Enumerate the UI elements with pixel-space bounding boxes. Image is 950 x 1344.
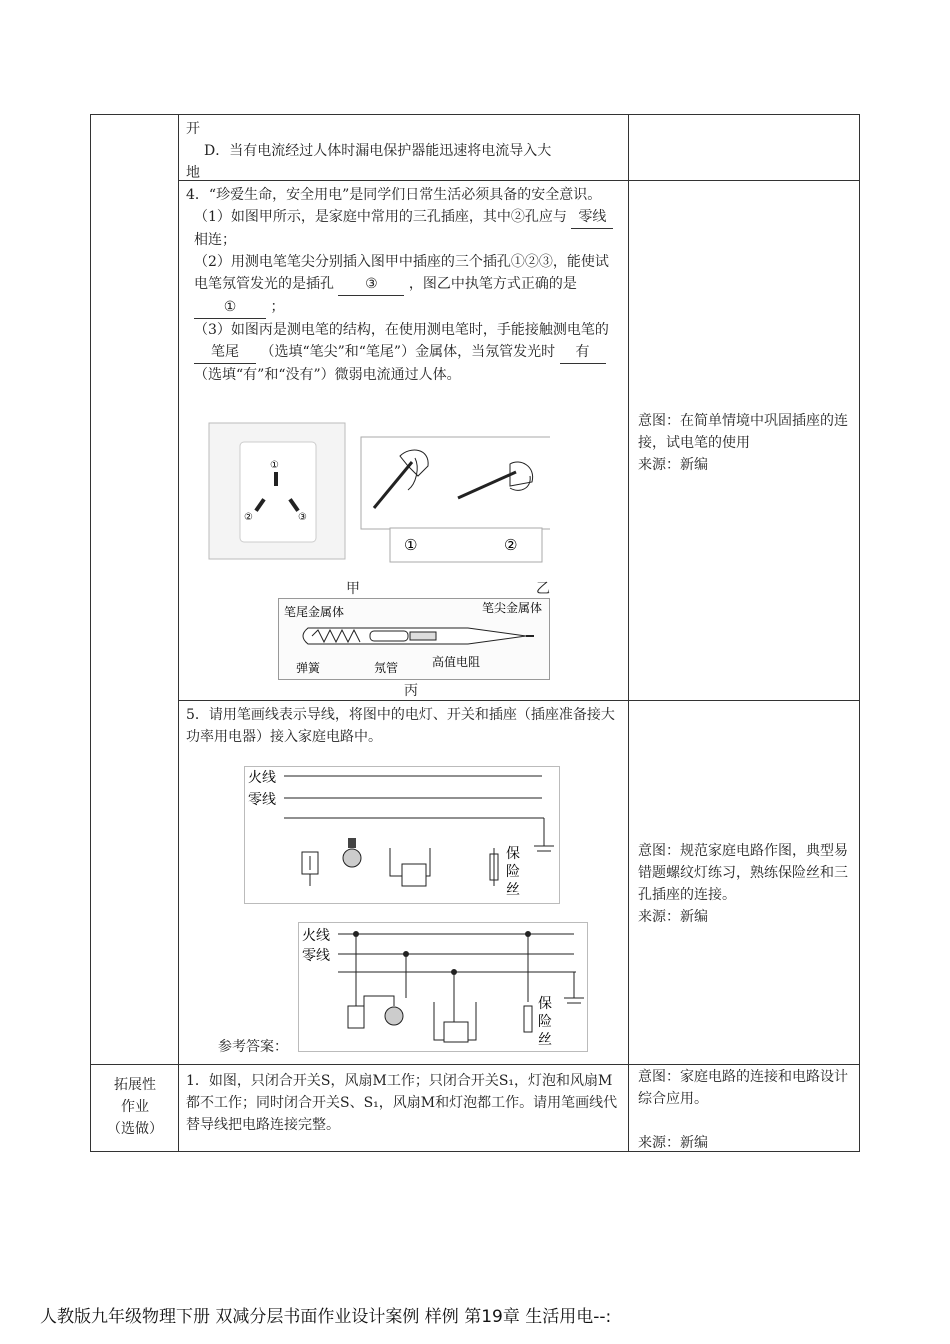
ext-label: 拓展性 作业 （选做） bbox=[107, 1077, 163, 1137]
label-neon: 氖管 bbox=[374, 661, 399, 675]
q4-part2: （2）用测电笔笔尖分别插入图甲中插座的三个插孔①②③，能使试电笔氖管发光的是插孔 ③ ，图乙中执笔方式正确的是 ① ； bbox=[186, 251, 620, 319]
answer-fuse-3: 丝 bbox=[538, 1032, 552, 1048]
q4-answer-3a: 笔尾 bbox=[194, 341, 256, 364]
q4-part1: （1）如图甲所示，是家庭中常用的三孔插座，其中②孔应与 零线 相连； bbox=[186, 206, 620, 251]
socket-figure bbox=[208, 422, 348, 562]
fuse-label-1: 保 bbox=[506, 846, 520, 862]
q4-part3: （3）如图丙是测电笔的结构，在使用测电笔时，手能接触测电笔的 笔尾 （选填“笔尖”和“笔尾”）金属体，当氖管发光时 有 （选填“有”和“没有”）微弱电流通过人体。 bbox=[194, 322, 609, 383]
q5-note: 意图：规范家庭电路作图，典型易错题螺纹灯练习，熟练保险丝和三孔插座的连接。 来源：新编 bbox=[638, 843, 848, 925]
page-footer: 人教版九年级物理下册 双减分层书面作业设计案例 样例 第19章 生活用电--: bbox=[40, 1307, 612, 1327]
label-tail-metal: 笔尾金属体 bbox=[284, 605, 345, 619]
socket-hole-2-label: ② bbox=[244, 512, 253, 523]
q4-answer-1: 零线 bbox=[571, 206, 613, 229]
q5-text: 5．请用笔画线表示导线，将图中的电灯、开关和插座（插座准备接大功率用电器）接入家庭电路中。 bbox=[186, 707, 615, 745]
q5-answer-circuit bbox=[298, 922, 588, 1052]
option-1-label: ① bbox=[404, 536, 418, 554]
figure-bing-label: 丙 bbox=[404, 683, 418, 699]
figure-yi-label: 乙 bbox=[536, 581, 550, 597]
option-2-label: ② bbox=[504, 536, 518, 554]
neutral-wire-label: 零线 bbox=[248, 792, 276, 808]
ext-text: 1．如图，只闭合开关S，风扇M工作；只闭合开关S₁，灯泡和风扇M都不工作；同时闭合开关S、S₁，风扇M和灯泡都工作。请用笔画线代替导线把电路连接完整。 bbox=[186, 1073, 618, 1133]
q4-answer-3b: 有 bbox=[560, 341, 606, 364]
answer-label: 参考答案： bbox=[218, 1039, 288, 1055]
label-spring: 弹簧 bbox=[296, 661, 321, 675]
label-resistor: 高值电阻 bbox=[432, 655, 481, 669]
q3-line1: 开 bbox=[186, 121, 200, 137]
socket-hole-1 bbox=[274, 472, 278, 486]
q3-line3: 地 bbox=[186, 165, 200, 181]
pen-grip-figure bbox=[360, 436, 550, 566]
socket-hole-1-label: ① bbox=[270, 460, 279, 471]
q4-intro: 4．“珍爱生命，安全用电”是同学们日常生活必须具备的安全意识。 bbox=[186, 187, 602, 203]
q5-circuit-figure bbox=[244, 766, 560, 904]
socket-hole-3-label: ③ bbox=[298, 512, 307, 523]
q3-option-d: D．当有电流经过人体时漏电保护器能迅速将电流导入大 bbox=[204, 143, 552, 159]
live-wire-label: 火线 bbox=[248, 770, 276, 786]
answer-fuse-2: 险 bbox=[538, 1014, 552, 1030]
q3-tail bbox=[186, 118, 622, 184]
q4-answer-2b: ① bbox=[194, 296, 266, 319]
fuse-label-2: 险 bbox=[506, 864, 520, 880]
tester-pen-figure bbox=[278, 598, 550, 680]
figure-jia-label: 甲 bbox=[346, 581, 360, 597]
ext-note: 意图：家庭电路的连接和电路设计综合应用。 来源：新编 bbox=[638, 1069, 848, 1151]
answer-live-label: 火线 bbox=[302, 928, 330, 944]
label-tip-metal: 笔尖金属体 bbox=[482, 601, 543, 615]
q4-text bbox=[186, 184, 620, 386]
q4-note: 意图：在简单情境中巩固插座的连接，试电笔的使用 来源：新编 bbox=[638, 413, 848, 473]
q4-answer-2a: ③ bbox=[338, 273, 404, 296]
fuse-label-3: 丝 bbox=[506, 882, 520, 898]
answer-neutral-label: 零线 bbox=[302, 948, 330, 964]
answer-fuse-1: 保 bbox=[538, 996, 552, 1012]
